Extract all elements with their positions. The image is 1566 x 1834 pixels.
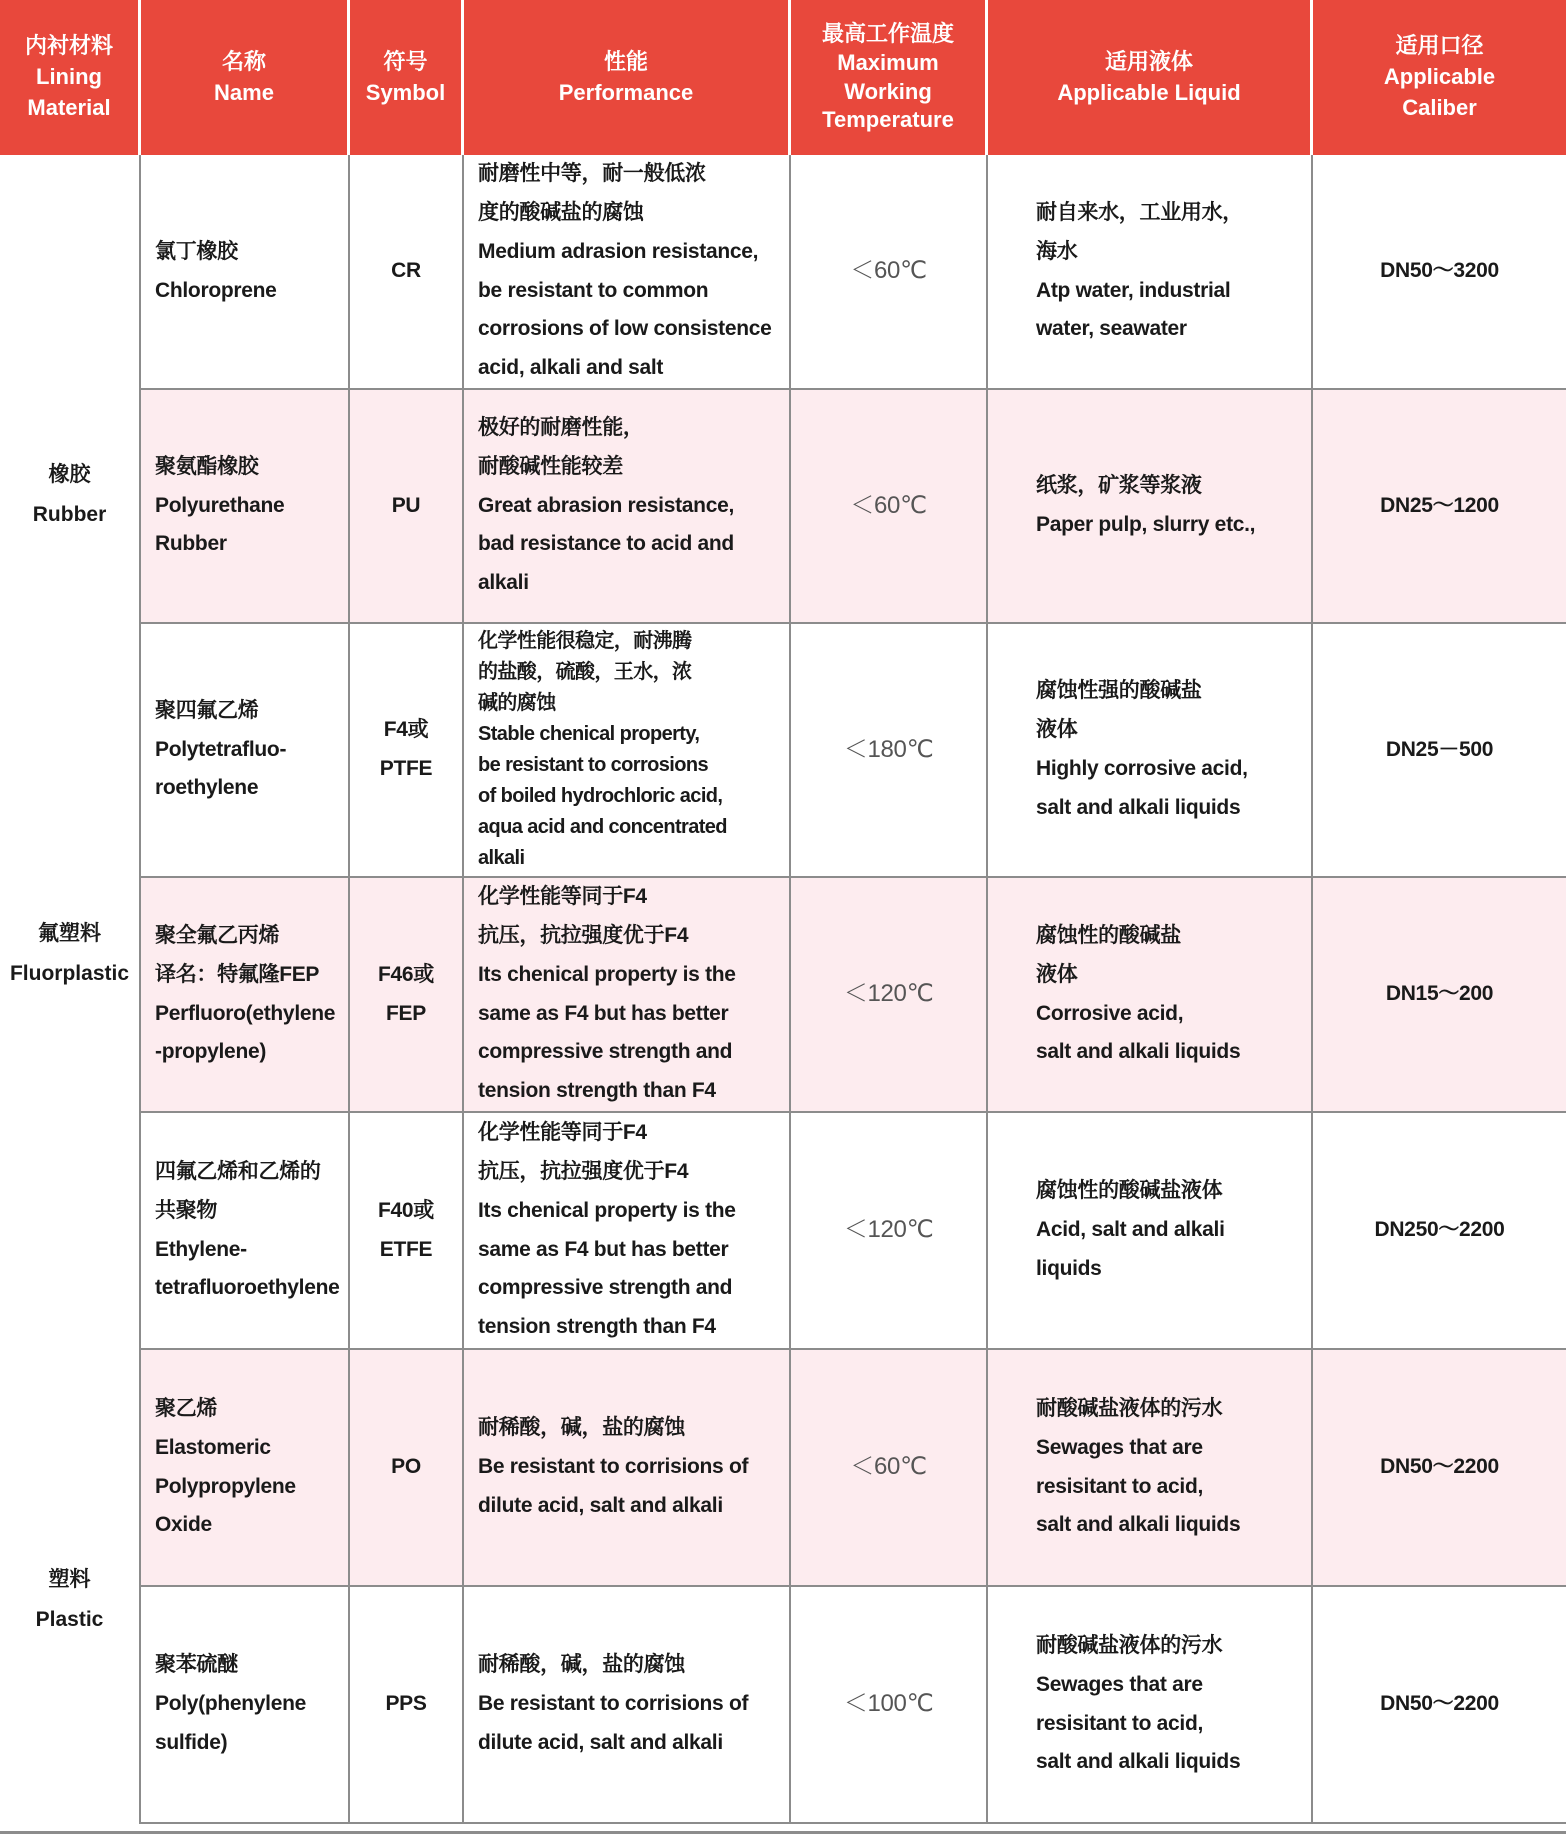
liquid-line: Corrosive acid, xyxy=(1036,1001,1184,1025)
cell-performance xyxy=(464,1587,791,1824)
name-line: roethylene xyxy=(155,776,259,800)
header-text: 适用口径 xyxy=(1395,33,1484,59)
liquid-line: Paper pulp, slurry etc., xyxy=(1036,513,1256,536)
liquid-line: liquids xyxy=(1036,1256,1102,1280)
liquid-line: 腐蚀性的酸碱盐 xyxy=(1036,923,1181,947)
performance-line: 度的酸碱盐的腐蚀 xyxy=(478,200,644,224)
cell-performance xyxy=(464,155,791,390)
material-plastic xyxy=(0,1350,141,1824)
header-text: Material xyxy=(27,94,111,120)
cell-liquid xyxy=(988,1113,1313,1350)
performance-line: 化学性能等同于F4 xyxy=(478,1120,647,1144)
header-symbol xyxy=(350,0,464,155)
liquid-line: 液体 xyxy=(1036,962,1078,986)
header-temperature xyxy=(791,0,988,155)
performance-line: Its chenical property is the xyxy=(478,962,736,986)
cell-caliber xyxy=(1313,155,1566,390)
name-line: Ethylene- xyxy=(155,1237,247,1261)
header-liquid xyxy=(988,0,1313,155)
cell-liquid xyxy=(988,878,1313,1113)
cell-caliber xyxy=(1313,624,1566,878)
temperature-value: ＜100℃ xyxy=(843,1690,934,1718)
header-text: Working xyxy=(844,78,932,104)
cell-caliber xyxy=(1313,1350,1566,1587)
performance-line: 耐磨性中等，耐一般低浓 xyxy=(478,161,706,185)
performance-line: be resistant to corrosions xyxy=(478,754,709,776)
performance-line: 的盐酸，硫酸，王水，浓 xyxy=(478,661,692,683)
performance-line: acid, alkali and salt xyxy=(478,356,664,380)
cell-temperature xyxy=(791,1350,988,1587)
cell-temperature xyxy=(791,1113,988,1350)
temperature-value: ＜60℃ xyxy=(850,1453,927,1481)
cell-symbol xyxy=(350,390,464,624)
cell-symbol xyxy=(350,1587,464,1824)
liquid-line: Atp water, industrial xyxy=(1036,278,1231,302)
symbol-line: PO xyxy=(391,1455,421,1479)
name-line: 聚氨酯橡胶 xyxy=(155,454,259,478)
name-line: 四氟乙烯和乙烯的 xyxy=(155,1159,321,1183)
cell-performance xyxy=(464,1113,791,1350)
material-rubber xyxy=(0,155,141,624)
performance-line: 化学性能等同于F4 xyxy=(478,884,647,908)
cell-caliber xyxy=(1313,1113,1566,1350)
symbol-line: F40或 xyxy=(378,1198,434,1222)
liquid-line: 液体 xyxy=(1036,718,1078,742)
caliber-value: DN50～3200 xyxy=(1380,259,1499,283)
performance-line: of boiled hydrochloric acid, xyxy=(478,785,723,807)
header-text: 名称 xyxy=(221,48,266,74)
material-text: Rubber xyxy=(32,502,107,526)
temperature-value: ＜60℃ xyxy=(850,491,927,519)
temperature-value: ＜60℃ xyxy=(850,257,927,285)
performance-line: Medium adrasion resistance, xyxy=(478,239,759,263)
performance-line: aqua acid and concentrated alkali xyxy=(478,816,727,869)
liquid-line: Highly corrosive acid, xyxy=(1036,757,1248,780)
header-text: Applicable xyxy=(1383,64,1496,90)
symbol-line: CR xyxy=(391,259,421,283)
performance-line: Its chenical property is the xyxy=(478,1198,736,1222)
material-text: Plastic xyxy=(35,1607,104,1631)
caliber-value: DN250～2200 xyxy=(1374,1218,1505,1242)
name-line: sulfide) xyxy=(155,1730,228,1754)
symbol-line: PTFE xyxy=(379,757,433,780)
header-lining-material xyxy=(0,0,141,155)
cell-liquid xyxy=(988,390,1313,624)
header-name xyxy=(141,0,350,155)
cell-temperature xyxy=(791,390,988,624)
name-line: 译名：特氟隆FEP xyxy=(155,962,320,986)
performance-line: Stable chenical property, xyxy=(478,723,700,745)
name-line: tetrafluoroethylene xyxy=(155,1276,340,1300)
cell-caliber xyxy=(1313,1587,1566,1824)
material-fluorplastic xyxy=(0,624,141,1350)
performance-line: 耐稀酸，碱，盐的腐蚀 xyxy=(478,1653,685,1677)
performance-line: Be resistant to corrisions of xyxy=(478,1455,749,1479)
performance-line: tension strength than F4 xyxy=(478,1315,716,1339)
cell-name xyxy=(141,878,350,1113)
performance-line: 极好的耐磨性能， xyxy=(478,415,644,439)
performance-line: be resistant to common xyxy=(478,278,709,302)
cell-name xyxy=(141,624,350,878)
name-line: Poly(phenylene xyxy=(155,1692,307,1716)
cell-name xyxy=(141,1350,350,1587)
header-text: Caliber xyxy=(1402,94,1477,120)
liquid-line: 耐酸碱盐液体的污水 xyxy=(1036,1633,1223,1657)
cell-temperature xyxy=(791,878,988,1113)
name-line: 共聚物 xyxy=(155,1198,218,1222)
name-line: Elastomeric xyxy=(155,1435,271,1459)
name-line: Polypropylene xyxy=(155,1474,296,1498)
cell-caliber xyxy=(1313,390,1566,624)
cell-performance xyxy=(464,624,791,878)
cell-liquid xyxy=(988,1587,1313,1824)
caliber-value: DN25－500 xyxy=(1385,737,1494,761)
cell-name xyxy=(141,1587,350,1824)
performance-line: 抗压，抗拉强度优于F4 xyxy=(478,923,689,947)
performance-line: bad resistance to acid and xyxy=(478,532,734,556)
liquid-line: Sewages that are xyxy=(1036,1672,1203,1696)
cell-performance xyxy=(464,1350,791,1587)
cell-symbol xyxy=(350,1113,464,1350)
liquid-line: Acid, salt and alkali xyxy=(1036,1218,1225,1242)
liquid-line: resisitant to acid, xyxy=(1036,1711,1204,1735)
symbol-line: FEP xyxy=(386,1001,426,1025)
caliber-value: DN50～2200 xyxy=(1380,1692,1499,1716)
cell-temperature xyxy=(791,624,988,878)
header-text: Maximum xyxy=(837,49,939,75)
performance-line: 耐稀酸，碱，盐的腐蚀 xyxy=(478,1416,685,1440)
header-text: Name xyxy=(214,79,274,105)
header-text: 性能 xyxy=(603,48,648,74)
liquid-line: 耐酸碱盐液体的污水 xyxy=(1036,1396,1223,1420)
cell-symbol xyxy=(350,878,464,1113)
header-caliber xyxy=(1313,0,1566,155)
header-text: 符号 xyxy=(383,48,428,74)
liquid-line: 纸浆，矿浆等浆液 xyxy=(1036,474,1202,498)
cell-caliber xyxy=(1313,878,1566,1113)
performance-line: corrosions of low consistence xyxy=(478,317,772,341)
temperature-value: ＜180℃ xyxy=(843,735,934,763)
header-text: 内衬材料 xyxy=(24,33,113,59)
performance-line: compressive strength and xyxy=(478,1040,733,1064)
name-line: Chloroprene xyxy=(155,278,277,302)
symbol-line: F4或 xyxy=(383,718,429,742)
liquid-line: salt and alkali liquids xyxy=(1036,1040,1241,1064)
cell-liquid xyxy=(988,624,1313,878)
name-line: 聚乙烯 xyxy=(155,1396,218,1420)
cell-symbol xyxy=(350,1350,464,1587)
performance-line: Great abrasion resistance, xyxy=(478,493,734,517)
name-line: Polytetrafluo- xyxy=(155,737,287,761)
temperature-value: ＜120℃ xyxy=(843,1216,934,1244)
liquid-line: resisitant to acid, xyxy=(1036,1474,1204,1498)
name-line: Polyurethane xyxy=(155,493,285,517)
cell-performance xyxy=(464,878,791,1113)
header-text: 最高工作温度 xyxy=(821,21,954,47)
liquid-line: 海水 xyxy=(1036,239,1078,263)
cell-name xyxy=(141,155,350,390)
performance-line: tension strength than F4 xyxy=(478,1079,716,1103)
performance-line: Be resistant to corrisions of xyxy=(478,1692,749,1716)
temperature-value: ＜120℃ xyxy=(843,980,934,1008)
header-text: Performance xyxy=(558,79,694,105)
cell-temperature xyxy=(791,155,988,390)
name-line: 聚苯硫醚 xyxy=(155,1653,238,1677)
liquid-line: 腐蚀性的酸碱盐液体 xyxy=(1036,1179,1223,1203)
liquid-line: 腐蚀性强的酸碱盐 xyxy=(1036,679,1202,703)
symbol-line: ETFE xyxy=(379,1237,433,1261)
material-text: 橡胶 xyxy=(48,463,91,486)
name-line: Oxide xyxy=(155,1513,212,1537)
header-text: Temperature xyxy=(822,107,954,133)
name-line: 聚四氟乙烯 xyxy=(155,698,259,722)
name-line: Perfluoro(ethylene xyxy=(155,1001,336,1025)
performance-line: dilute acid, salt and alkali xyxy=(478,1730,723,1754)
cell-symbol xyxy=(350,155,464,390)
name-line: 聚全氟乙丙烯 xyxy=(155,923,280,947)
cell-temperature xyxy=(791,1587,988,1824)
material-text: 塑料 xyxy=(48,1568,91,1591)
cell-liquid xyxy=(988,155,1313,390)
header-text: Applicable Liquid xyxy=(1057,79,1241,105)
caliber-value: DN25～1200 xyxy=(1380,493,1499,517)
cell-liquid xyxy=(988,1350,1313,1587)
symbol-line: F46或 xyxy=(378,962,434,986)
name-line: 氯丁橡胶 xyxy=(155,239,238,263)
symbol-line: PPS xyxy=(385,1692,427,1716)
performance-line: compressive strength and xyxy=(478,1276,733,1300)
performance-line: dilute acid, salt and alkali xyxy=(478,1493,723,1517)
cell-symbol xyxy=(350,624,464,878)
header-text: Lining xyxy=(36,64,102,90)
liquid-line: salt and alkali liquids xyxy=(1036,1513,1241,1537)
cell-name xyxy=(141,1113,350,1350)
cell-name xyxy=(141,390,350,624)
caliber-value: DN15～200 xyxy=(1385,982,1494,1006)
liquid-line: salt and alkali liquids xyxy=(1036,795,1241,819)
liquid-line: water, seawater xyxy=(1036,317,1187,341)
performance-line: same as F4 but has better xyxy=(478,1237,729,1261)
performance-line: same as F4 but has better xyxy=(478,1001,729,1025)
liquid-line: 耐自来水，工业用水， xyxy=(1036,200,1243,224)
material-text: Fluorplastic xyxy=(9,961,130,985)
header-performance xyxy=(464,0,791,155)
performance-line: alkali xyxy=(478,571,529,595)
name-line: -propylene) xyxy=(155,1040,267,1064)
liquid-line: Sewages that are xyxy=(1036,1435,1203,1459)
performance-line: 耐酸碱性能较差 xyxy=(478,454,623,478)
cell-performance xyxy=(464,390,791,624)
performance-line: 抗压，抗拉强度优于F4 xyxy=(478,1159,689,1183)
name-line: Rubber xyxy=(155,532,227,556)
header-text: Symbol xyxy=(365,79,446,105)
symbol-line: PU xyxy=(391,493,421,517)
material-text: 氟塑料 xyxy=(38,922,101,945)
caliber-value: DN50～2200 xyxy=(1380,1455,1499,1479)
liquid-line: salt and alkali liquids xyxy=(1036,1750,1241,1774)
header-text: 适用液体 xyxy=(1104,48,1193,74)
performance-line: 化学性能很稳定，耐沸腾 xyxy=(478,630,692,652)
performance-line: 碱的腐蚀 xyxy=(478,692,556,714)
